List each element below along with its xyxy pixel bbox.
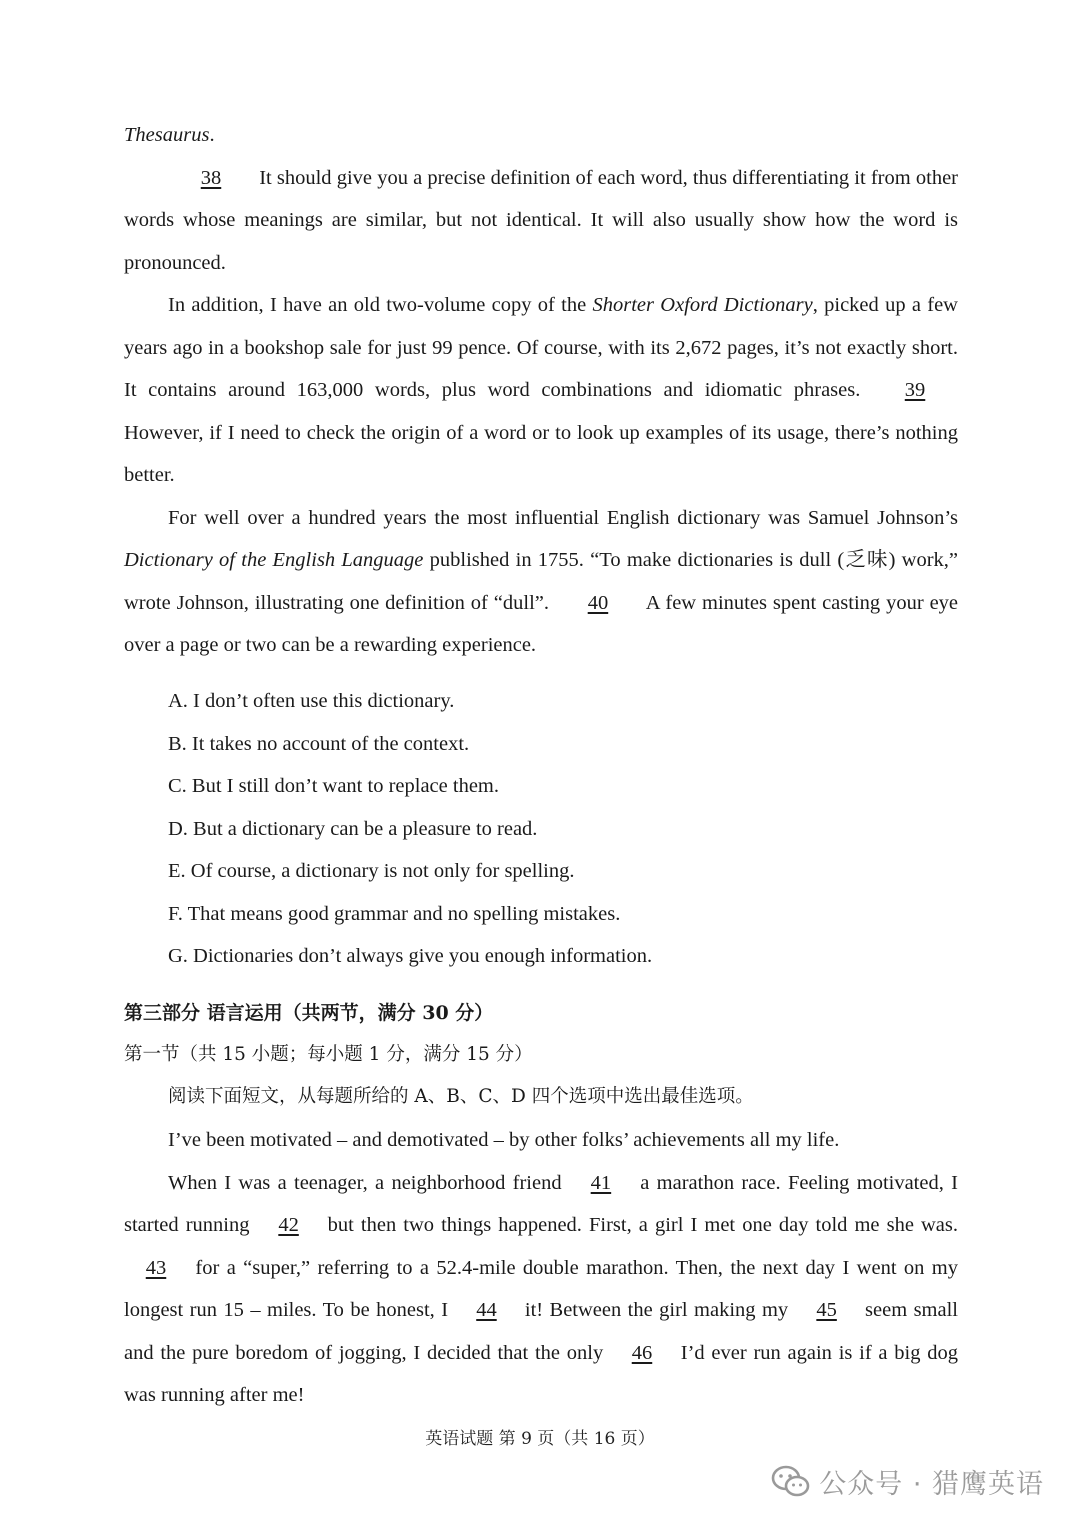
- option-g: G. Dictionaries don’t always give you enough information.: [168, 945, 653, 967]
- option-b: B. It takes no account of the context.: [168, 732, 470, 755]
- blank-45: 45: [816, 1299, 837, 1321]
- blank-40: 40: [587, 591, 609, 614]
- dictionary-title-johnson: Dictionary of the English Language: [124, 549, 424, 571]
- blank-38: 38: [200, 166, 222, 189]
- wechat-watermark: [771, 1462, 1044, 1501]
- section-three: [124, 992, 958, 1118]
- blank-43: 43: [145, 1256, 167, 1279]
- blank-44: 44: [476, 1299, 497, 1321]
- option-c: C. But I still don’t want to replace them.: [168, 775, 499, 797]
- paragraph-johnson: For well over a hundred years the most influential English dictionary was Samuel Johnson’s Dictionary of the English Language published in 1755. “To make dictionaries is dull (乏味) work,” wrote Johnson, illustrating one definition of “dull”. 40 A few minutes spent casting your eye over a page or two can be a rewarding experience.: [124, 506, 959, 656]
- watermark-text: 公众号 · 猎鹰英语: [819, 1469, 1044, 1500]
- option-a: A. I don’t often use this dictionary.: [168, 690, 455, 712]
- blank-39: 39: [904, 379, 926, 401]
- option-f: F. That means good grammar and no spelling mistakes.: [168, 902, 621, 925]
- section-heading: 第三部分 语言运用（共两节，满分 30 分）: [124, 1002, 494, 1024]
- option-e: E. Of course, a dictionary is not only for spelling.: [168, 860, 575, 882]
- blank-42: 42: [278, 1214, 299, 1236]
- paragraph-38: 38 It should give you a precise definition of each word, thus differentiating it from other words whose meanings are similar, but not identical. It will also usually show how the word is pronounced.: [124, 157, 958, 285]
- section-subheading: 第一节（共 15 小题；每小题 1 分，满分 15 分）: [124, 1044, 533, 1065]
- blank-46: 46: [631, 1341, 653, 1364]
- passage-continued: [124, 114, 958, 667]
- option-d: D. But a dictionary can be a pleasure to read.: [168, 817, 538, 840]
- wechat-icon: [771, 1465, 811, 1499]
- cloze-intro: I’ve been motivated – and demotivated – by other folks’ achievements all my life.: [168, 1129, 840, 1151]
- blank-41: 41: [590, 1171, 612, 1194]
- paragraph-addition: In addition, I have an old two-volume copy of the Shorter Oxford Dictionary, picked up a few years ago in a bookshop sale for just 99 pence. Of course, with its 2,672 pages, it’s not exactly short. It contains around 163,000 words, plus word combinations and idiomatic phrases. 39 However, if I need to check the origin of a word or to look up examples of its usage, there’s nothing better.: [124, 294, 958, 486]
- page-footer: 英语试题 第 9 页（共 16 页）: [425, 1429, 655, 1449]
- cloze-paragraph: When I was a teenager, a neighborhood friend 41 a marathon race. Feeling motivated, I started running 42 but then two things happened. First, a girl I met one day told me she was. 43 for a “super,” referring to a 52.4-mile double marathon. Then, the next day I went on my longest run 15 – miles. To be honest, I 44 it! Between the girl making my 45 seem small and the pure boredom of jogging, I decided that the only 46 I’d ever run again is if a big dog was running after me!: [124, 1162, 958, 1417]
- section-instruction: 阅读下面短文，从每题所给的 A、B、C、D 四个选项中选出最佳选项。: [168, 1086, 754, 1107]
- thesaurus-title: Thesaurus: [124, 124, 210, 146]
- options-list: [124, 680, 958, 978]
- thesaurus-line: Thesaurus.: [124, 124, 215, 146]
- dictionary-title-oxford: Shorter Oxford Dictionary: [592, 294, 813, 316]
- cloze-passage: [124, 1119, 958, 1417]
